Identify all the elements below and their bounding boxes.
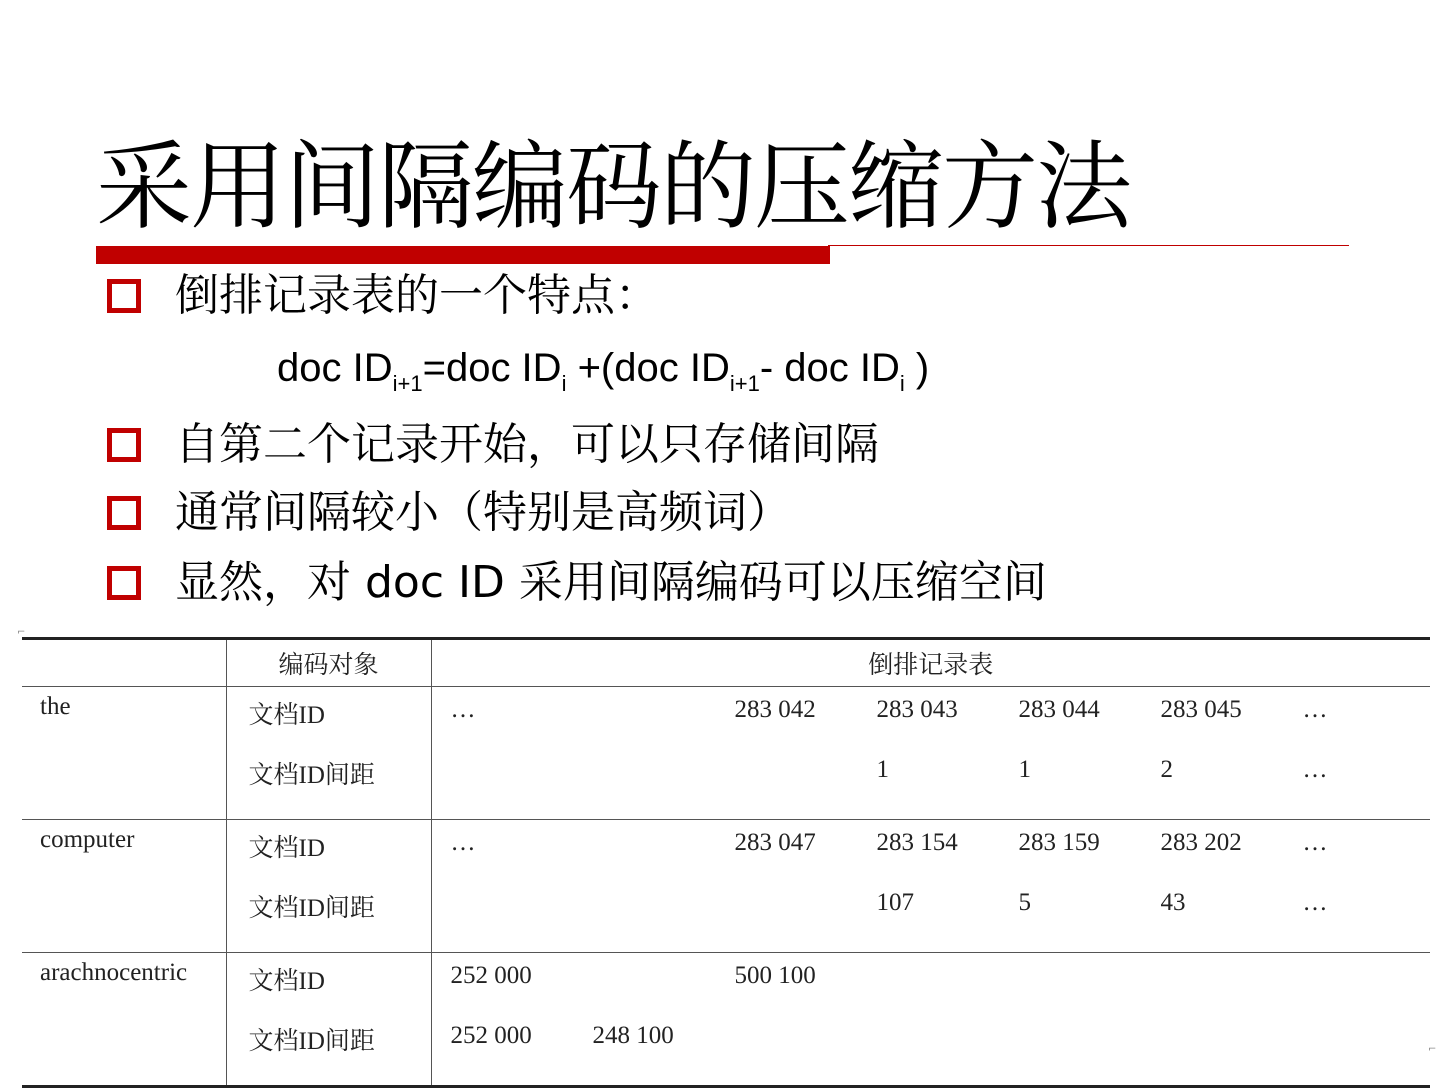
gap-value xyxy=(735,886,877,946)
bullet-text: 显然，对 doc ID 采用间隔编码可以压缩空间 xyxy=(175,555,1047,611)
docid-value xyxy=(1303,959,1440,1019)
hollow-square-bullet-icon xyxy=(107,566,141,600)
posting-cell xyxy=(431,687,1430,820)
docid-value: 252 000 xyxy=(451,959,593,1019)
bullet-item xyxy=(107,417,879,473)
docid-line xyxy=(451,693,1431,753)
docid-value xyxy=(1019,959,1161,1019)
paragraph-mark-icon: ⌐ xyxy=(17,627,25,638)
gap-value: 43 xyxy=(1161,886,1303,946)
slide-title: 采用间隔编码的压缩方法 xyxy=(96,128,1130,246)
docid-line xyxy=(451,959,1431,1019)
object-docid-label: 文档ID xyxy=(249,832,431,892)
docid-value xyxy=(1161,959,1303,1019)
formula-subscript: i xyxy=(900,371,905,396)
term-cell: arachnocentric xyxy=(22,953,226,1087)
docid-value: 283 159 xyxy=(1019,826,1161,886)
docid-value: 283 045 xyxy=(1161,693,1303,753)
docid-value: 283 044 xyxy=(1019,693,1161,753)
gap-value: 107 xyxy=(877,886,1019,946)
bullet-text: 自第二个记录开始，可以只存储间隔 xyxy=(175,417,879,473)
hollow-square-bullet-icon xyxy=(107,279,141,313)
title-underline-thin xyxy=(828,245,1349,246)
docid-value: … xyxy=(451,693,593,753)
gap-line xyxy=(451,886,1431,946)
object-gap-label: 文档ID间距 xyxy=(249,759,431,819)
table-row xyxy=(22,820,1430,953)
formula-text: ) xyxy=(905,346,929,390)
gap-value xyxy=(1161,1019,1303,1079)
gap-line xyxy=(451,1019,1431,1079)
posting-cell xyxy=(431,820,1430,953)
object-docid-label: 文档ID xyxy=(249,965,431,1025)
docid-value xyxy=(877,959,1019,1019)
formula-text: +(doc ID xyxy=(566,346,729,390)
bullet-text: 倒排记录表的一个特点： xyxy=(175,268,659,324)
title-underline-thick xyxy=(96,246,830,264)
header-posting-list: 倒排记录表 xyxy=(431,639,1430,687)
formula-text: - doc ID xyxy=(760,346,900,390)
encoding-object-cell xyxy=(226,820,431,953)
gap-value: … xyxy=(1303,753,1440,813)
gap-value: 252 000 xyxy=(451,1019,593,1079)
hollow-square-bullet-icon xyxy=(107,496,141,530)
gap-value xyxy=(877,1019,1019,1079)
formula-text: doc ID xyxy=(277,346,393,390)
docid-value: … xyxy=(1303,693,1440,753)
table-header-row xyxy=(22,639,1430,687)
docid-line xyxy=(451,826,1431,886)
bullet-item xyxy=(107,555,1047,611)
gap-value xyxy=(735,1019,877,1079)
docid-value: 283 043 xyxy=(877,693,1019,753)
docid-value: 283 042 xyxy=(735,693,877,753)
docid-value: 283 047 xyxy=(735,826,877,886)
docid-value: 283 202 xyxy=(1161,826,1303,886)
posting-list-table xyxy=(22,637,1430,1088)
encoding-object-cell xyxy=(226,953,431,1087)
formula-subscript: i+1 xyxy=(393,371,423,396)
docid-value: 500 100 xyxy=(735,959,877,1019)
gap-value xyxy=(735,753,877,813)
gap-value xyxy=(593,886,735,946)
header-encoding-object: 编码对象 xyxy=(226,639,431,687)
formula-text: =doc ID xyxy=(423,346,562,390)
gap-value xyxy=(1019,1019,1161,1079)
gap-value: 5 xyxy=(1019,886,1161,946)
hollow-square-bullet-icon xyxy=(107,428,141,462)
bullet-text: 通常间隔较小（特别是高频词） xyxy=(175,485,791,541)
paragraph-mark-icon: ⌐ xyxy=(1428,1044,1436,1055)
formula-subscript: i+1 xyxy=(730,371,760,396)
gap-value xyxy=(1303,1019,1440,1079)
object-docid-label: 文档ID xyxy=(249,699,431,759)
docid-value xyxy=(593,693,735,753)
docid-value: … xyxy=(1303,826,1440,886)
gap-value xyxy=(593,753,735,813)
formula-subscript: i xyxy=(562,371,567,396)
object-gap-label: 文档ID间距 xyxy=(249,1025,431,1085)
gap-value: 1 xyxy=(1019,753,1161,813)
gap-value: … xyxy=(1303,886,1440,946)
gap-value xyxy=(451,753,593,813)
docid-value xyxy=(593,826,735,886)
bullet-item xyxy=(107,268,659,324)
docid-value: … xyxy=(451,826,593,886)
gap-value: 248 100 xyxy=(593,1019,735,1079)
posting-cell xyxy=(431,953,1430,1087)
header-term xyxy=(22,639,226,687)
table-row xyxy=(22,953,1430,1087)
object-gap-label: 文档ID间距 xyxy=(249,892,431,952)
docid-value xyxy=(593,959,735,1019)
encoding-object-cell xyxy=(226,687,431,820)
table-row xyxy=(22,687,1430,820)
term-cell: the xyxy=(22,687,226,820)
docid-gap-formula xyxy=(277,342,929,394)
gap-line xyxy=(451,753,1431,813)
gap-value: 2 xyxy=(1161,753,1303,813)
docid-value: 283 154 xyxy=(877,826,1019,886)
gap-value xyxy=(451,886,593,946)
term-cell: computer xyxy=(22,820,226,953)
gap-value: 1 xyxy=(877,753,1019,813)
bullet-item xyxy=(107,485,791,541)
